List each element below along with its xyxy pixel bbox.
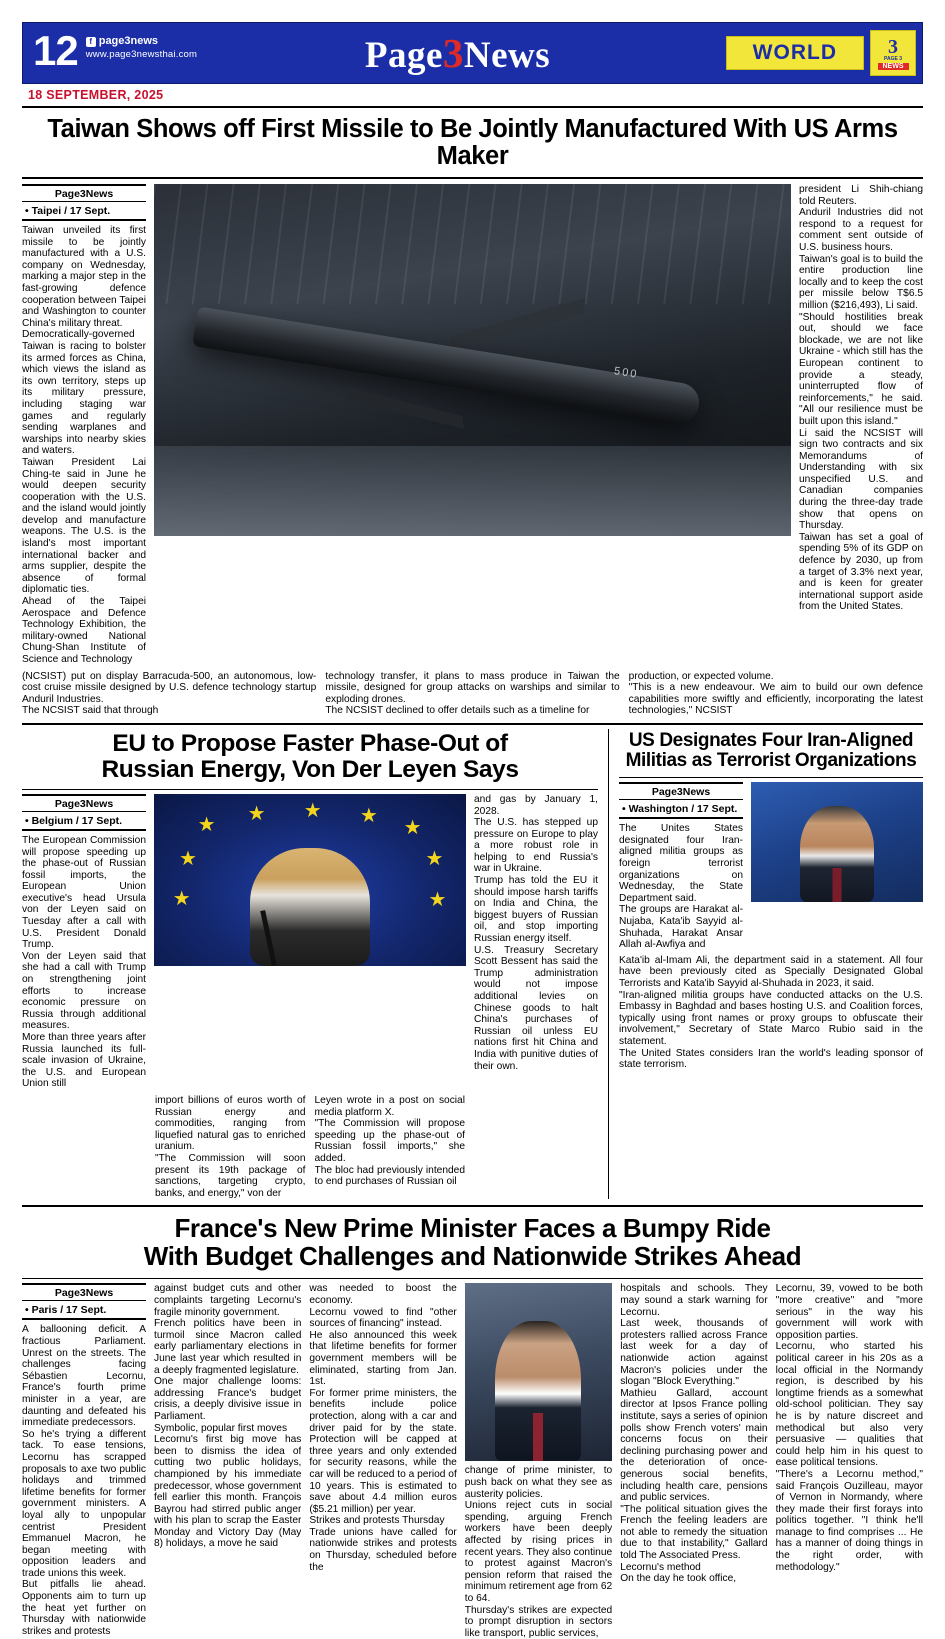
- facebook-icon: f: [86, 37, 96, 47]
- story4-col5-text: hospitals and schools. They may sound a stark warning for Lecornu. Last week, thousands of protesters rallied across France last week for a day of nationwide action against Macron's policies under the slogan "Block Everything." Mathieu Gallard, account director at Ipsos France polling institute, says a series of opinion polls show French voters' main concerns focus on their declining purchasing power and the deterioration of once-generous social benefits, including health care, pensions and public services. "The political situation gives the French the feeling leaders are not able to remedy the situation due to that instability," Gallard told The Associated Press. Lecornu's method On the day he took office,: [620, 1283, 768, 1585]
- story2-col4: [474, 794, 598, 1090]
- story4-byline-box: [22, 1283, 146, 1301]
- story4-photo-tie: [533, 1413, 543, 1461]
- story1-col1-text: Taiwan unveiled its first missile to be jointly manufactured with a U.S. company on Wednesday, marking a major step in the fast-growing defence cooperation between Taipei and Washington to counter China's military threat. Democratically-governed Taiwan is racing to bolster its armed forces as China, which views the island as its own territory, steps up its military pressure, including staging war games and regularly sending warplanes and warships into nearby skies and waters. Taiwan President Lai Ching-te said in June he would deepen security cooperation with the U.S. and the island would jointly develop and manufacture weapons. The U.S. is the island's most important international backer and arms supplier, despite the absence of formal diplomatic ties. Ahead of the Taipei Aerospace and Defence Technology Exhibition, the military-owned National Chung-Shan Institute of Science and Technology: [22, 225, 146, 665]
- photo-wing-detail: [449, 298, 586, 352]
- mid-row: [22, 723, 923, 1199]
- story1-lower-grid: [22, 671, 923, 717]
- story1-byline-box: [22, 184, 146, 202]
- story4: [22, 1205, 923, 1639]
- story1-text-col1: [22, 225, 146, 666]
- story1-col4: [629, 671, 923, 717]
- story3-col2-text: Kata'ib al-Imam Ali, the department said in a statement. All four have been previously cited as Specially Designated Global Terrorists and Kata'ib Sayyid al-Shuhada in 2023, it said. "Iran-aligned militia groups have conducted attacks on the U.S. Embassy in Baghdad and bases hosting U.S. and Coalition forces, typically using front names or proxy groups to obfuscate their involvement," Secretary of State Marco Rubio said in the statement. The United States considers Iran the world's leading sponsor of state terrorism.: [619, 954, 923, 1071]
- story2-byline: Page3News: [54, 797, 114, 810]
- story3-photo-tie: [833, 868, 842, 902]
- story4-col2-text: against budget cuts and other complaints targeting Lecornu's fragile minority government. French politics have been in turmoil since Macron called early parliamentary elections in June last year which resulted in a deeply fragmented legislature. One major challenge looms: addressing France's budget crisis, a deeply divisive issue in Parliament. Symbolic, popular first moves Lecornu's first big move has been to dismiss the idea of cutting two public holidays, championed by his immediate predecessor, whose government fell earlier this month. François Bayrou had stirred public anger with his plan to scrap the Easter Monday and Victory Day (May 8) holidays, a move he said: [154, 1283, 302, 1550]
- story2-lower-grid: [22, 1095, 598, 1199]
- masthead-right: [677, 23, 922, 83]
- masthead-site-block: [78, 23, 197, 61]
- story4-col3-text: was needed to boost the economy. Lecornu vowed to find "other sources of financing" instead. He also announced this week that lifetime benefits for former government members will be eliminated, starting from Jan. 1st. For former prime ministers, the benefits include police protection, along with a car and driver paid for by the state. Protection will be capped at three years and only extended for security reasons, while the car will be reduced to a period of 10 years. This is estimated to save about 4.4 million euros ($5.21 million) per year. Strikes and protests Thursday Trade unions have called for nationwide strikes and protests on Thursday, scheduled before the: [309, 1283, 457, 1573]
- story1-col5: [799, 184, 923, 666]
- story1-col1: [22, 184, 146, 666]
- story4-headline-line1: France's New Prime Minister Faces a Bumpy Ride: [174, 1213, 771, 1244]
- photo-ceiling-detail: [154, 184, 791, 304]
- eu-flag-star-icon: ★: [303, 799, 322, 822]
- photo-missile-tag: 500: [612, 365, 639, 381]
- social-handle-row: [86, 35, 197, 49]
- issue-date: 18 SEPTEMBER, 2025: [28, 88, 164, 102]
- masthead-center: [238, 29, 677, 77]
- story4-byline: Page3News: [54, 1287, 114, 1300]
- story2-col2: [155, 1095, 306, 1199]
- title-part-3: News: [463, 35, 551, 76]
- social-handle: page3news: [98, 35, 159, 47]
- story4-headline: [22, 1211, 923, 1278]
- masthead-left: [23, 23, 238, 83]
- story1-col3: [325, 671, 619, 717]
- story1-col4-text: production, or expected volume. "This is a new endeavour. We aim to build our own defence capabilities more swiftly and efficiently, incorporating the latest technologies," NCSIST: [628, 670, 923, 717]
- story2-grid: [22, 789, 598, 1090]
- story3-col1-wrap: [619, 782, 743, 951]
- story2-byline-box: [22, 794, 146, 812]
- logo-numeral: 3: [888, 35, 898, 58]
- page3-logo: [870, 30, 916, 76]
- story3-headline-line2: Militias as Terrorist Organizations: [625, 750, 917, 772]
- story1-photo-wrap: [154, 184, 791, 666]
- story3-col1: [619, 823, 743, 951]
- date-bar: [22, 84, 923, 108]
- story4-col2: [154, 1283, 301, 1639]
- page-number: 12: [33, 27, 78, 74]
- title-part-2: 3: [442, 30, 464, 76]
- story2-col1: [22, 835, 146, 1090]
- story3-byline: Page3News: [651, 786, 711, 799]
- newspaper-title: [238, 29, 677, 77]
- story1-location: • Taipei / 17 Sept.: [22, 203, 146, 221]
- eu-flag-star-icon: ★: [178, 847, 197, 870]
- section-badge: WORLD: [726, 36, 864, 70]
- eu-flag-star-icon: ★: [359, 804, 378, 827]
- story3-headline: [619, 729, 923, 777]
- photo-floor-detail: [154, 446, 791, 536]
- title-part-1: Page: [364, 35, 443, 76]
- story3-location: • Washington / 17 Sept.: [619, 801, 743, 819]
- logo-news-label: NEWS: [878, 63, 909, 70]
- story3-grid: [619, 777, 923, 951]
- story1-photo: [154, 184, 791, 536]
- story1-byline: Page3News: [54, 188, 114, 201]
- story3-col1-text: The Unites States designated four Iran-aligned militia groups as foreign terrorist organizations on Wednesday, the State Department said. The groups are Harakat al-Nujaba, Kata'ib Sayyid al-Shuhada, Harakat Ansar Allah al-Awfiya and: [619, 823, 743, 951]
- story3-headline-line1: US Designates Four Iran-Aligned: [628, 729, 914, 751]
- story4-col4: [465, 1465, 612, 1639]
- story4-photo: [465, 1283, 612, 1461]
- story2-headline: [22, 729, 598, 789]
- website-url: www.page3newsthai.com: [85, 48, 198, 60]
- story2-col1-wrap: [22, 794, 146, 1090]
- story4-location: • Paris / 17 Sept.: [22, 1302, 146, 1320]
- story1-headline: Taiwan Shows off First Missile to Be Jointly Manufactured With US Arms Maker: [22, 108, 923, 178]
- story2-col1-text: The European Commission will propose speeding up the phase-out of Russian fossil imports, the European Union executive's head Ursula von der Leyen said on Tuesday after a call with U.S. President Donald Trump. Von der Leyen said that she had a call with Trump on strengthening joint efforts to increase economic pressure on Russia through additional measures. More than three years after Russia launched its full-scale invasion of Ukraine, the U.S. and European Union still: [22, 834, 146, 1090]
- story3-col2: [619, 955, 923, 1071]
- story2-col3-text: Leyen wrote in a post on social media platform X. "The Commission will propose speeding up the phase-out of Russian fossil imports," she added. The bloc had previously intended to end purchases of Russian oil: [314, 1094, 465, 1188]
- eu-flag-star-icon: ★: [425, 847, 444, 870]
- story3-byline-box: [619, 782, 743, 800]
- story3: [608, 729, 923, 1199]
- story4-headline-line2: With Budget Challenges and Nationwide Strikes Ahead: [143, 1240, 802, 1271]
- story2-col2-text: import billions of euros worth of Russian energy and commodities, ranging from liquefied natural gas to enriched uranium. "The Commission will soon present its 19th package of sanctions, targeting crypto, banks, and energy," von der: [155, 1094, 306, 1199]
- eu-flag-star-icon: ★: [403, 816, 422, 839]
- story4-col3: [309, 1283, 456, 1639]
- story2-headline-line2: Russian Energy, Von Der Leyen Says: [101, 755, 519, 783]
- masthead: [22, 22, 923, 84]
- story2-col4-text: and gas by January 1, 2028. The U.S. has stepped up pressure on Europe to play a more robust role in helping to end Russia's war in Ukraine. Trump has told the EU it should impose harsh tariffs on India and China, the biggest buyers of Russian oil, and stop importing Russian energy itself. U.S. Treasury Secretary Scott Bessent has said the Trump administration would not impose additional levies on Chinese goods to halt China's purchases of Russian oil unless EU nations first hit China and India with punitive duties of their own.: [474, 793, 598, 1072]
- story4-col1-wrap: [22, 1283, 146, 1639]
- story1-col3-text: technology transfer, it plans to mass produce in Taiwan the missile, designed for group attacks on warships and similar to exploding drones. The NCSIST declined to offer details such as a timeline for: [325, 670, 620, 717]
- story2: [22, 729, 598, 1199]
- story4-col1-text: A ballooning deficit. A fractious Parliament. Unrest on the streets. The challenges facing Sébastien Lecornu, France's fourth prime minister in a year, are daunting and defeated his immediate predecessors. So he's trying a different tack. To ease tensions, Lecornu has scrapped proposals to axe two public holidays and trimmed lifetime benefits for former government ministers. A loyal ally to unpopular centrist President Emmanuel Macron, he began meeting with opposition leaders and trade unions this week. But pitfalls lie ahead. Opponents aim to turn up the heat yet further on Thursday with nationwide strikes and protests: [22, 1324, 146, 1637]
- story4-grid: [22, 1278, 923, 1639]
- story1-col2-text: (NCSIST) put on display Barracuda-500, an autonomous, low-cost cruise missile designed by U.S. defence technology startup Anduril Industries. The NCSIST said that through: [22, 670, 317, 717]
- story4-col6-text: Lecornu, 39, vowed to be both "more creative" and "more serious" in the way his government will work with opposition parties. Lecornu, who started his political career in his 20s as a local official in the Normandy region, is described by his longtime friends as a somewhat old-school politician. They say he is by nature discreet and methodical but also very persuasive — qualities that could help him in his quest to ease political tensions. "There's a Lecornu method," said François Ouzilleau, mayor of Vernon in Normandy, where they made their first forays into politics together. "I think he'll manage to find comprises ... He has a manner of doing things in the right order, with methodology.": [775, 1283, 923, 1573]
- story2-headline-line1: EU to Propose Faster Phase-Out of: [112, 729, 508, 757]
- logo-subtext: PAGE 3: [884, 55, 902, 62]
- story2-photo: [154, 794, 466, 966]
- story4-col6: [776, 1283, 923, 1639]
- eu-flag-star-icon: ★: [197, 813, 216, 836]
- story1-top-grid: [22, 178, 923, 666]
- story4-col5: [620, 1283, 767, 1639]
- story3-photo: [751, 782, 923, 902]
- story1-col5-text: president Li Shih-chiang told Reuters. Anduril Industries did not respond to a request for comment sent outside of U.S. business hours. Taiwan's goal is to build the entire production line locally and to keep the cost per missile below T$6.5 million ($216,493), Li said. "Should hostilities break out, should we face blockade, we are not like Ukraine - which still has the European continent to provide a steady, uninterrupted flow of reinforcements," he said. "All our resilience must be built upon this island." Li said the NCSIST will sign two contracts and six Memorandums of Understanding with six unspecified U.S. and Canadian companies during the three-day trade show that opens on Thursday. Taiwan has set a goal of spending 5% of its GDP on defence by 2030, up from a target of 3.3% next year, and is keen for greater international support aside from the United States.: [799, 184, 923, 613]
- eu-flag-star-icon: ★: [247, 803, 266, 826]
- story2-col3: [315, 1095, 466, 1199]
- story1-col2: [22, 671, 316, 717]
- story4-col4-wrap: [465, 1283, 612, 1639]
- photo-wing2-detail: [346, 387, 464, 429]
- story2-location: • Belgium / 17 Sept.: [22, 813, 146, 831]
- story4-col4-text: change of prime minister, to push back on what they see as austerity policies. Unions reject cuts in social spending, arguing French workers have been deeply affected by rising prices in recent years. They also continue to protest against Macron's pension reform that raised the minimum retirement age from 62 to 64. Thursday's strikes are expected to prompt disruption in sectors like transport, public services,: [464, 1465, 613, 1639]
- eu-flag-star-icon: ★: [172, 887, 191, 910]
- story4-col1: [22, 1324, 146, 1637]
- eu-flag-star-icon: ★: [428, 889, 447, 912]
